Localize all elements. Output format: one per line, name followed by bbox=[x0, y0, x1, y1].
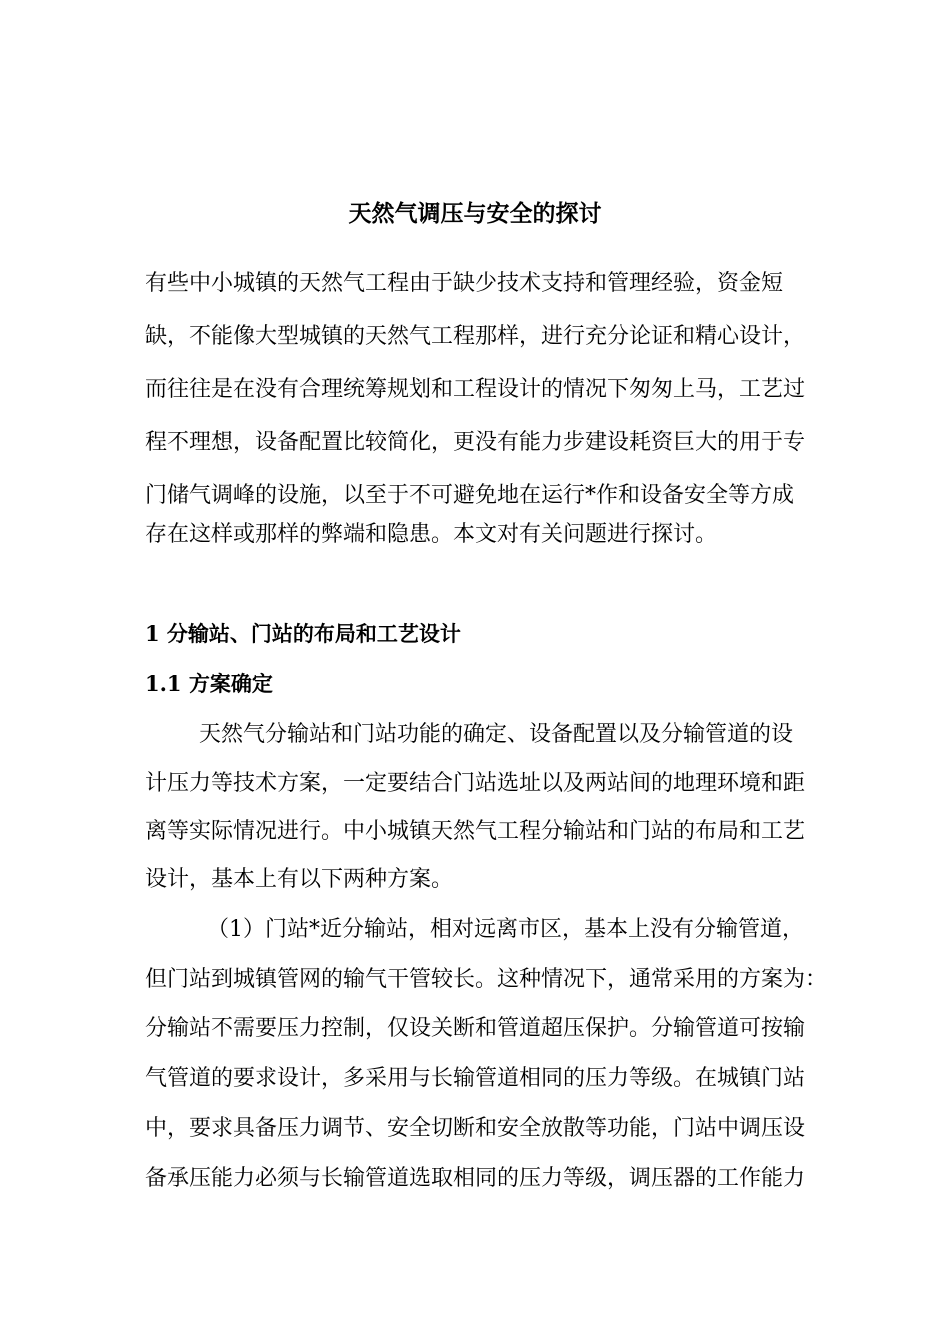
intro-line: 存在这样或那样的弊端和隐患。本文对有关问题进行探讨。 bbox=[145, 522, 718, 547]
paragraph-line: 备承压能力必须与长输管道选取相同的压力等级，调压器的工作能力 bbox=[145, 1166, 806, 1191]
paragraph-line: 中，要求具备压力调节、安全切断和安全放散等功能，门站中调压设 bbox=[145, 1116, 806, 1141]
intro-line: 程不理想，设备配置比较简化，更没有能力步建设耗资巨大的用于专 bbox=[145, 430, 806, 455]
paragraph-line: （1）门站*近分输站，相对远离市区，基本上没有分输管道， bbox=[207, 917, 804, 942]
document-title: 天然气调压与安全的探讨 bbox=[348, 200, 602, 227]
paragraph-line: 分输站不需要压力控制，仅设关断和管道超压保护。分输管道可按输 bbox=[145, 1016, 806, 1041]
intro-line: 而往往是在没有合理统筹规划和工程设计的情况下匆匆上马，工艺过 bbox=[145, 377, 806, 402]
subsection-heading: 1.1 方案确定 bbox=[145, 671, 273, 696]
paragraph-line: 但门站到城镇管网的输气干管较长。这种情况下，通常采用的方案为： bbox=[145, 967, 828, 992]
intro-line: 有些中小城镇的天然气工程由于缺少技术支持和管理经验，资金短 bbox=[145, 271, 784, 296]
paragraph-line: 气管道的要求设计，多采用与长输管道相同的压力等级。在城镇门站 bbox=[145, 1066, 806, 1091]
paragraph-line: 离等实际情况进行。中小城镇天然气工程分输站和门站的布局和工艺 bbox=[145, 819, 806, 844]
intro-line: 门储气调峰的设施，以至于不可避免地在运行*作和设备安全等方成 bbox=[145, 483, 795, 508]
section-heading: 1 分输站、门站的布局和工艺设计 bbox=[145, 621, 461, 646]
paragraph-line: 计压力等技术方案，一定要结合门站选址以及两站间的地理环境和距 bbox=[145, 771, 806, 796]
paragraph-line: 天然气分输站和门站功能的确定、设备配置以及分输管道的设 bbox=[199, 722, 794, 747]
paragraph-line: 设计，基本上有以下两种方案。 bbox=[145, 867, 454, 892]
intro-line: 缺，不能像大型城镇的天然气工程那样，进行充分论证和精心设计， bbox=[145, 324, 806, 349]
